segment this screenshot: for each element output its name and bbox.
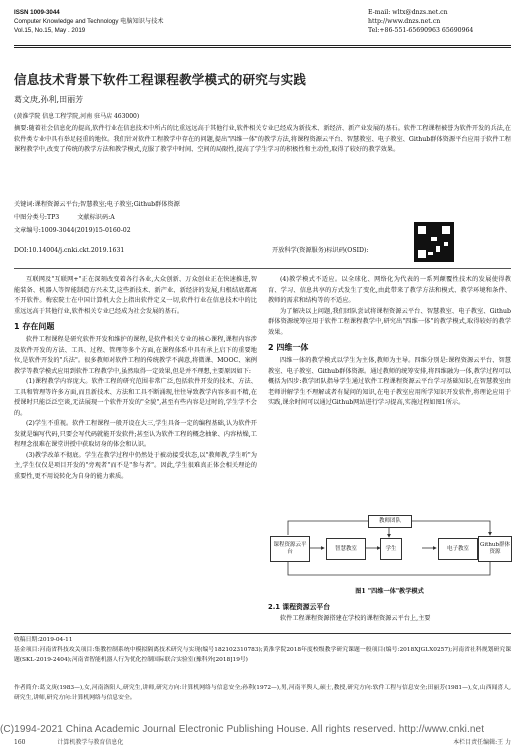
figure-node-e-classroom: 电子教室 bbox=[438, 538, 478, 560]
intro-paragraph: 互联网及"互联网+"正在深刻改变着各行各业,大众创新、万众创业正在快速推进,智能装备、机器人等智能制造方兴未艾,这些新技术、新产业、新经济的发展,归根结底都离不开软件。梅宏院士在中国计算机大会上指出软件定义一切,软件行业在信息技术中的比重远远高于其他行业,软件相关专业已经成为社会发展的基石。 bbox=[14, 276, 257, 315]
keywords: 关键词:课程资源云平台;智慧教室;电子教室;Github群体资源 bbox=[14, 201, 180, 208]
paragraph: 软件工程课程资源搭建在学校的课程资源云平台上,主要 bbox=[280, 615, 431, 622]
journal-name: Computer Knowledge and Technology 电脑知识与技术 bbox=[14, 18, 164, 25]
footer-editor: 本栏目责任编辑:王 力 bbox=[453, 739, 511, 746]
volume-info: Vol.15, No.15, May . 2019 bbox=[14, 27, 86, 34]
osid-label: 开放科学(资源服务)标识码(OSID): bbox=[272, 247, 369, 254]
right-column-continued bbox=[268, 598, 511, 625]
journal-email: E-mail: wltx@dnzs.net.cn bbox=[368, 9, 448, 16]
journal-url: http://www.dnzs.net.cn bbox=[368, 18, 441, 25]
page-footer bbox=[14, 737, 511, 746]
received-date: 收稿日期:2019-04-11 bbox=[14, 637, 73, 643]
subsection-heading: 2.1 课程资源云平台 bbox=[268, 603, 330, 611]
article-authors: 葛文庚,孙利,田丽芳 bbox=[14, 95, 84, 104]
header-rule-2 bbox=[14, 47, 511, 48]
paragraph: 软件工程课程是研究软件开发和维护的课程,是软件相关专业的核心课程,课程内容涉及软件开发的方法、工具、过程、管理等多个方面,在课程体系中具有承上启下的重要地位,是软件开发的"兵法"。很多教师对软件工程的传统教学不满意,将微课、MOOC、案例教学等教学模式应用到软件工程教学中,虽然取得一定效果,但是并不理想,主要原因如下: bbox=[14, 336, 257, 375]
figure-1-diagram bbox=[268, 513, 511, 583]
figure-node-smart-classroom: 智慧教室 bbox=[326, 538, 366, 560]
doi: DOI:10.14004/j.cnki.ckt.2019.1631 bbox=[14, 247, 125, 254]
paragraph: (2)学生不重视。软件工程课程一般开设在大三,学生具备一定的编程基础,认为软件开发就是编写代码,只要会写代码就能开发软件;甚至认为软件工程的概念抽象、内容枯燥,工程理念很难在课堂讲授中获取切身的体会和认识。 bbox=[14, 420, 257, 448]
classification bbox=[14, 213, 314, 223]
article-affiliation: (黄淮学院 信息工程学院,河南 驻马店 463000) bbox=[14, 113, 140, 120]
figure-node-github: Github群体资源 bbox=[478, 536, 512, 562]
right-column bbox=[268, 275, 511, 409]
figure-node-cloud-platform: 课程资源云平台 bbox=[270, 536, 310, 562]
document-code: 文献标识码:A bbox=[77, 214, 115, 221]
paragraph: 四维一体的教学模式以学生为主体,教师为主导。四维分别是:课程资源云平台、智慧教室、电子教室、Github群体资源。通过教师的统筹安排,将四维融为一体,教学过程可以概括为四步:教学团队指导学生通过软件工程课程资源云平台学习基础知识,在智慧教室由老师讲解学生不理解或者有疑问的知识,在电子教室应用所学知识开发软件,将理论应用于实践,课余时间可以通过Github网站进行学习提高,实施过程如图1所示。 bbox=[268, 357, 511, 406]
article-number: 文章编号:1009-3044(2019)15-0160-02 bbox=[14, 227, 131, 234]
footer-section: 计算机教学与教育信息化 bbox=[57, 739, 124, 746]
abstract: 摘要:随着社会信息化的提高,软件行业在信息技术中所占的比重远远高于其他行业,软件相关专业已经成为新技术、新经济、新产业发展的基石。软件工程课程被誉为软件开发的兵法,在软件类专业中具有举足轻重的地位。我们针对软件工程教学中存在的问题,提出"四维一体"的教学方法,将课程资源云平台、智慧教室、电子教室、Github群体资源平台应用于软件工程课程教学中,改变了传统的教学方法和教学模式,克服了教学中时间、空间的局限性,提高了学生学习的积极性和主动性,取得了较好的教学效果。 bbox=[14, 125, 511, 153]
copyright-watermark: (C)1994-2021 China Academic Journal Electronic Publishing House. All rights reserved. http://www.cnki.net bbox=[0, 724, 485, 735]
page-number: 160 bbox=[14, 739, 26, 746]
section-heading-1: 1 存在问题 bbox=[14, 322, 55, 331]
journal-tel: Tel:+86-551-65690963 65690964 bbox=[368, 27, 474, 34]
paragraph: 为了解决以上问题,我们团队尝试将课程资源云平台、智慧教室、电子教室、Github群体资源统筹应用于软件工程课程教学中,研究出"四维一体"的教学模式,取得较好的教学效果。 bbox=[268, 307, 511, 336]
paragraph: (4)教学模式不适应。以全球化、网络化为代表的一系列颠覆性技术的发展使得教育、学习、信息共享的方式发生了变化,由此带来了教学方法和模式、教学环境和条件、教师的需求和结构等的不适应。 bbox=[268, 276, 511, 304]
section-heading-2: 2 四维一体 bbox=[268, 343, 309, 352]
paragraph: (1)课程教学内容庞大。软件工程的研究范围非常广泛,包括软件开发的技术、方法、工具和管理等许多方面,而且新技术、方法和工具不断涌现,往往导致教学内容多而不精,在授课时只能泛泛空谈,无法展现一个软件开发的"全貌",甚至有些内容是过时的,学生学不会的。 bbox=[14, 378, 257, 417]
paragraph: (3)教学改革不彻底。学生在教学过程中仍然处于被动接受状态,以"教师教,学生听"为主,学生仅仅是项目开发的"旁观者"而不是"参与者"。因此,学生很难真正体会相关理论的重要性,更不用说转化为自身的能力素质。 bbox=[14, 451, 257, 480]
figure-caption: 图1 "四维一体"教学模式 bbox=[355, 588, 424, 595]
footnote-rule bbox=[14, 633, 511, 634]
header-rule bbox=[14, 45, 511, 46]
body-rule bbox=[14, 268, 511, 269]
left-column bbox=[14, 275, 257, 482]
clc-number: 中图分类号:TP3 bbox=[14, 214, 60, 221]
funding-note: 基金项目:河南省科技攻关项目:集教控制系统中模拟隔离技术研究与实现(编号182102310783);黄淮学院2018年度校级教学研究课题一般项目(编号:2018XJGLX0257);河南省社科规划研究课题(SKL-2019-2404);河南省智能机器人行为优化控制国际联合实验室(豫科外[2018]19号) bbox=[14, 647, 511, 663]
figure-node-teacher-team: 教师团队 bbox=[368, 515, 412, 528]
author-bio: 作者简介:葛文庚(1983—),女,河南洛阳人,研究生,讲师,研究方向:计算机网络与信息安全;孙利(1972—),男,河南平舆人,硕士,教授,研究方向:软件工程与信息安全;田丽芳(1981—),女,山西闻喜人,研究生,讲师,研究方向:计算机网络与信息安全。 bbox=[14, 685, 511, 701]
issn: ISSN 1009-3044 bbox=[14, 9, 60, 16]
journal-header-left bbox=[14, 8, 234, 35]
qr-code-icon[interactable] bbox=[414, 222, 454, 262]
figure-node-student: 学生 bbox=[380, 538, 402, 560]
article-title: 信息技术背景下软件工程课程教学模式的研究与实践 bbox=[14, 72, 307, 87]
journal-header-right bbox=[368, 8, 518, 35]
